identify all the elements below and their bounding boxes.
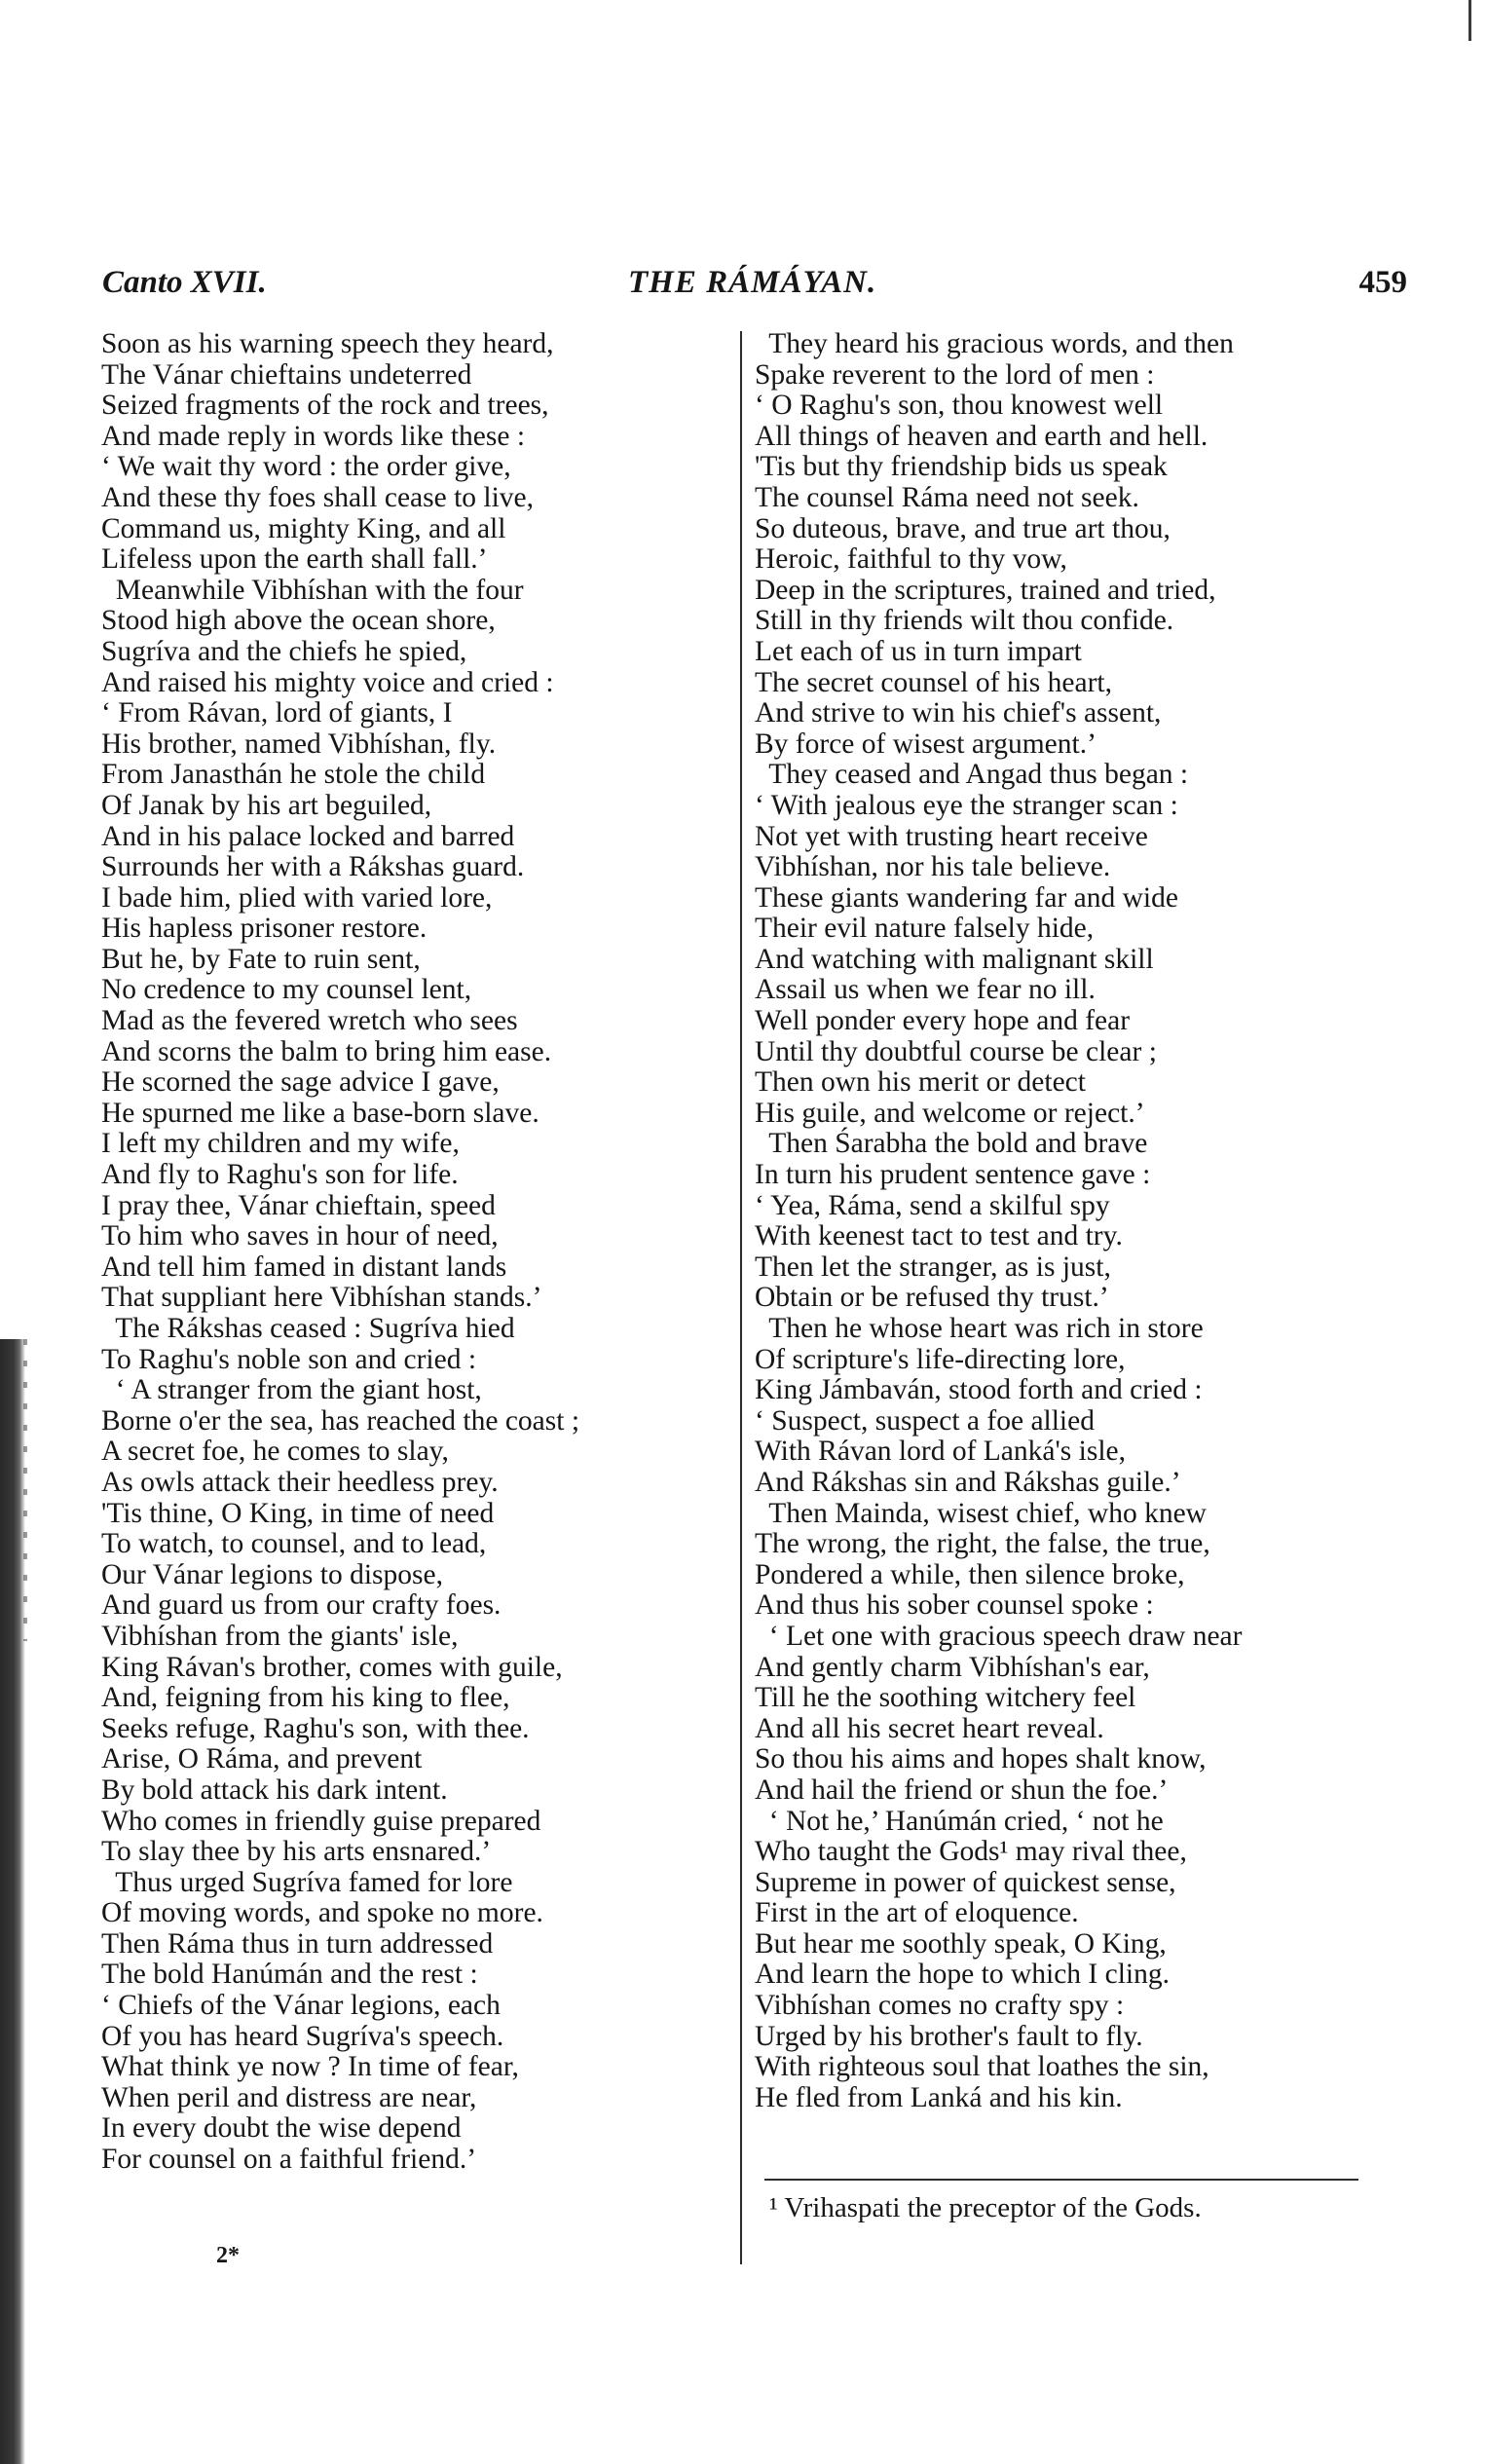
verse-line: And Rákshas sin and Rákshas guile.’	[755, 1466, 1181, 1498]
verse-line: ‘ Not he,’ Hanúmán cried, ‘ not he	[755, 1805, 1164, 1837]
verse-line: And fly to Raghu's son for life.	[101, 1159, 459, 1191]
verse-line: So thou his aims and hopes shalt know,	[755, 1743, 1207, 1775]
verse-line: 'Tis but thy friendship bids us speak	[755, 451, 1168, 483]
scan-margin-line	[1468, 0, 1471, 41]
verse-line: They ceased and Angad thus began :	[755, 759, 1189, 791]
verse-line: For counsel on a faithful friend.’	[101, 2144, 477, 2176]
verse-line: Lifeless upon the earth shall fall.’	[101, 543, 488, 576]
verse-line: Thus urged Sugríva famed for lore	[101, 1866, 513, 1898]
verse-line: I left my children and my wife,	[101, 1128, 460, 1160]
verse-line: ‘ O Raghu's son, thou knowest well	[755, 390, 1164, 422]
verse-line: Soon as his warning speech they heard,	[101, 328, 554, 359]
verse-line: And watching with malignant skill	[755, 943, 1154, 975]
verse-line: Spake reverent to the lord of men :	[755, 358, 1155, 391]
verse-line: Deep in the scriptures, trained and tried,	[755, 574, 1216, 606]
scan-dark-edge	[0, 1339, 25, 2464]
verse-line: Then let the stranger, as is just,	[755, 1251, 1111, 1283]
right-column	[755, 329, 1417, 2113]
verse-line: To watch, to counsel, and to lead,	[101, 1528, 487, 1560]
verse-line: Pondered a while, then silence broke,	[755, 1558, 1185, 1590]
verse-line: Of scripture's life-directing lore,	[755, 1343, 1126, 1375]
verse-line: Then Ráma thus in turn addressed	[101, 1927, 494, 1960]
verse-line: Sugríva and the chiefs he spied,	[101, 635, 467, 667]
verse-line: Who taught the Gods¹ may rival thee,	[755, 1836, 1187, 1868]
verse-line: And gently charm Vibhíshan's ear,	[755, 1651, 1150, 1683]
verse-line: ‘ Yea, Ráma, send a skilful spy	[755, 1189, 1110, 1221]
verse-line: ‘ From Rávan, lord of giants, I	[101, 697, 453, 729]
verse-line: Heroic, faithful to thy vow,	[755, 543, 1067, 576]
verse-line: And tell him famed in distant lands	[101, 1251, 507, 1283]
verse-line: And learn the hope to which I cling.	[755, 1959, 1170, 1991]
verse-line: Stood high above the ocean shore,	[101, 605, 496, 637]
verse-line: Of moving words, and spoke no more.	[101, 1897, 543, 1929]
left-column	[101, 329, 744, 2176]
verse-line: ‘ A stranger from the giant host,	[101, 1374, 482, 1406]
verse-line: By bold attack his dark intent.	[101, 1773, 448, 1806]
verse-line: ‘ Chiefs of the Vánar legions, each	[101, 1990, 501, 2022]
verse-line: Our Vánar legions to dispose,	[101, 1558, 443, 1590]
verse-line: Meanwhile Vibhíshan with the four	[101, 574, 524, 606]
verse-line: His guile, and welcome or reject.’	[755, 1097, 1145, 1129]
verse-line: And guard us from our crafty foes.	[101, 1589, 502, 1622]
verse-line: Seeks refuge, Raghu's son, with thee.	[101, 1712, 530, 1744]
verse-line: First in the art of eloquence.	[755, 1897, 1079, 1929]
verse-line: Surrounds her with a Rákshas guard.	[101, 851, 525, 883]
verse-line: Then own his merit or detect	[755, 1066, 1086, 1099]
verse-line: Who comes in friendly guise prepared	[101, 1805, 541, 1837]
verse-line: Arise, O Ráma, and prevent	[101, 1743, 423, 1775]
verse-line: And made reply in words like these :	[101, 420, 526, 452]
verse-line: Vibhíshan from the giants' isle,	[101, 1620, 459, 1652]
verse-line: He fled from Lanká and his kin.	[755, 2081, 1123, 2113]
verse-line: I pray thee, Vánar chieftain, speed	[101, 1189, 496, 1221]
verse-line: The Vánar chieftains undeterred	[101, 358, 472, 391]
running-header	[102, 265, 1407, 304]
verse-line: 'Tis thine, O King, in time of need	[101, 1497, 495, 1529]
verse-line: His brother, named Vibhíshan, fly.	[101, 728, 497, 760]
verse-line: His hapless prisoner restore.	[101, 913, 428, 945]
verse-line: Supreme in power of quickest sense,	[755, 1866, 1176, 1898]
verse-line: Command us, mighty King, and all	[101, 512, 506, 544]
verse-line: With righteous soul that loathes the sin,	[755, 2051, 1209, 2083]
verse-line: All things of heaven and earth and hell.	[755, 420, 1208, 452]
verse-line: To him who saves in hour of need,	[101, 1220, 499, 1252]
verse-line: Till he the soothing witchery feel	[755, 1682, 1136, 1714]
verse-line: Then Mainda, wisest chief, who knew	[755, 1497, 1207, 1529]
scan-speckle	[23, 1339, 27, 1641]
verse-line: They heard his gracious words, and then	[755, 328, 1234, 359]
verse-line: So duteous, brave, and true art thou,	[755, 512, 1171, 544]
verse-line: And hail the friend or shun the foe.’	[755, 1773, 1169, 1806]
verse-line: With Rávan lord of Lanká's isle,	[755, 1436, 1126, 1468]
verse-line: Then he whose heart was rich in store	[755, 1313, 1204, 1344]
verse-line: He spurned me like a base-born slave.	[101, 1097, 539, 1129]
verse-line: ‘ We wait thy word : the order give,	[101, 451, 511, 483]
footnote-rule	[764, 2179, 1358, 2181]
verse-line: As owls attack their heedless prey.	[101, 1466, 499, 1498]
verse-line: In every doubt the wise depend	[101, 2112, 462, 2145]
verse-line: The counsel Ráma need not seek.	[755, 481, 1139, 513]
verse-line: ‘ With jealous eye the stranger scan :	[755, 789, 1178, 821]
verse-line: And scorns the balm to bring him ease.	[101, 1035, 552, 1067]
verse-line: Then Śarabha the bold and brave	[755, 1128, 1148, 1160]
verse-line: With keenest tact to test and try.	[755, 1220, 1123, 1252]
canto-label: Canto XVII.	[102, 265, 267, 300]
verse-line: But he, by Fate to ruin sent,	[101, 943, 421, 975]
verse-line: That suppliant here Vibhíshan stands.’	[101, 1282, 542, 1314]
verse-line: Their evil nature falsely hide,	[755, 913, 1095, 945]
verse-line: A secret foe, he comes to slay,	[101, 1436, 449, 1468]
verse-line: King Rávan's brother, comes with guile,	[101, 1651, 563, 1683]
verse-line: The bold Hanúmán and the rest :	[101, 1959, 478, 1991]
verse-line: Still in thy friends wilt thou confide.	[755, 605, 1174, 637]
footnote: ¹ Vrihaspati the preceptor of the Gods.	[769, 2192, 1202, 2223]
verse-line: ‘ Let one with gracious speech draw near	[755, 1620, 1243, 1652]
verse-line: And all his secret heart reveal.	[755, 1712, 1104, 1744]
verse-line: The wrong, the right, the false, the true,	[755, 1528, 1210, 1560]
verse-line: And in his palace locked and barred	[101, 820, 515, 852]
verse-line: The Rákshas ceased : Sugríva hied	[101, 1313, 515, 1344]
verse-line: Assail us when we fear no ill.	[755, 974, 1096, 1006]
verse-line: Until thy doubtful course be clear ;	[755, 1035, 1157, 1067]
verse-line: In turn his prudent sentence gave :	[755, 1159, 1151, 1191]
verse-line: What think ye now ? In time of fear,	[101, 2051, 519, 2083]
verse-line: And these thy foes shall cease to live,	[101, 481, 535, 513]
verse-line: Let each of us in turn impart	[755, 635, 1082, 667]
book-title: THE RÁMÁYAN.	[628, 265, 877, 300]
verse-line: Mad as the fevered wretch who sees	[101, 1005, 518, 1037]
verse-line: Of Janak by his art beguiled,	[101, 789, 432, 821]
verse-line: But hear me soothly speak, O King,	[755, 1927, 1167, 1960]
verse-line: Seized fragments of the rock and trees,	[101, 390, 549, 422]
verse-line: I bade him, plied with varied lore,	[101, 881, 493, 914]
verse-line: ‘ Suspect, suspect a foe allied	[755, 1404, 1095, 1437]
column-divider	[740, 331, 742, 2264]
verse-line: King Jámbaván, stood forth and cried :	[755, 1374, 1203, 1406]
verse-line: And, feigning from his king to flee,	[101, 1682, 510, 1714]
verse-line: And raised his mighty voice and cried :	[101, 666, 554, 698]
verse-line: Well ponder every hope and fear	[755, 1005, 1131, 1037]
verse-line: And strive to win his chief's assent,	[755, 697, 1162, 729]
printer-signature: 2*	[216, 2243, 240, 2268]
verse-line: Borne o'er the sea, has reached the coast ;	[101, 1404, 580, 1437]
verse-line: Not yet with trusting heart receive	[755, 820, 1148, 852]
verse-line: Urged by his brother's fault to fly.	[755, 2020, 1143, 2052]
page-number: 459	[1358, 265, 1407, 300]
verse-line: These giants wandering far and wide	[755, 881, 1178, 914]
verse-line: Obtain or be refused thy trust.’	[755, 1282, 1109, 1314]
verse-line: The secret counsel of his heart,	[755, 666, 1112, 698]
verse-line: By force of wisest argument.’	[755, 728, 1097, 760]
verse-line: He scorned the sage advice I gave,	[101, 1066, 500, 1099]
verse-line: Vibhíshan comes no crafty spy :	[755, 1990, 1125, 2022]
verse-line: From Janasthán he stole the child	[101, 759, 486, 791]
verse-line: Vibhíshan, nor his tale believe.	[755, 851, 1111, 883]
verse-line: Of you has heard Sugríva's speech.	[101, 2020, 504, 2052]
verse-line: When peril and distress are near,	[101, 2081, 477, 2113]
verse-line: And thus his sober counsel spoke :	[755, 1589, 1154, 1622]
verse-line: No credence to my counsel lent,	[101, 974, 472, 1006]
verse-line: To slay thee by his arts ensnared.’	[101, 1836, 492, 1868]
verse-line: To Raghu's noble son and cried :	[101, 1343, 477, 1375]
